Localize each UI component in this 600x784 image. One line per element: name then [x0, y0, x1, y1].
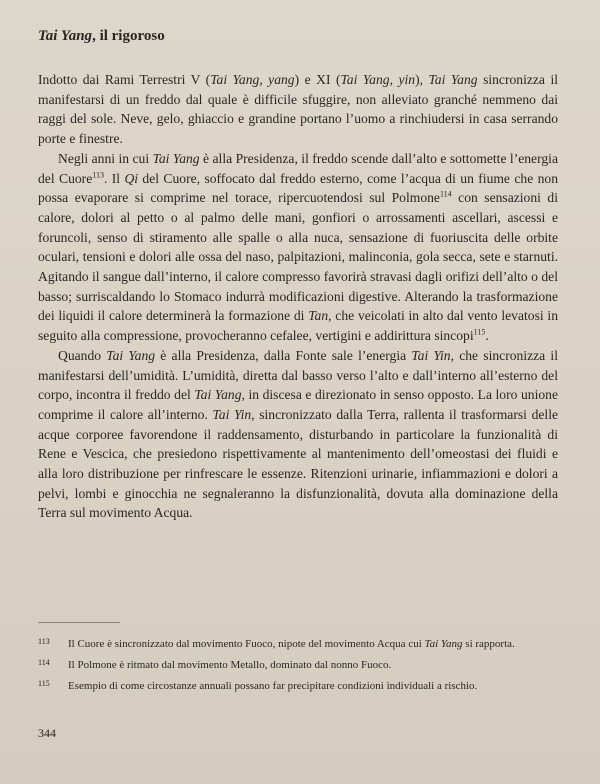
text: è alla Presidenza, dalla Fonte sale l’energia: [155, 347, 412, 363]
text: con sensazioni di calore, dolori al petto o al palmo delle mani, gonfiori o arrossamenti ascellari, ascessi e foruncoli, senso di stiramento alle spalle o alla nuca, sensazione di fuoriuscita delle orbite oculari, tensioni e dolori alle ossa del naso, palpitazioni, malinconia, gola secca, sete e starnuti. Agitando il sangue dall’interno, il calore compresso favorirà stravasi dagli orifizi dell’alto o del basso; surriscaldando lo Stomaco indurrà modificazioni digestive. Alterando la trasformazione dei liquidi il calore determinerà la formazione di: [38, 190, 558, 324]
text: . Il: [103, 170, 125, 186]
text: , sincronizzato dalla Terra, rallenta il trasformarsi delle acque corporee favorendone il raddensamento, disturbando in particolare la funzionalità di Rene e Vescica, che presiedono rispettivamente al mantenimento dell’omeostasi dei fluidi e alla loro distribuzione per rinfrescare le essenze. Ritenzioni urinarie, infiammazioni e dolori a pelvi, lombi e ginocchia ne segnaleranno la disfunzionalità, dovuta alla dominazione della Terra sul movimento Acqua.: [38, 406, 559, 521]
section-heading: [38, 28, 165, 45]
text: si rapporta.: [462, 638, 515, 650]
italic-term: Tai Yin: [411, 347, 451, 363]
paragraph-1: [38, 70, 558, 149]
text: Esempio di come circostanze annuali possano far precipitare condizioni individuali a rischio.: [68, 680, 478, 692]
footnote-ref: 114: [439, 189, 452, 199]
footnote-number: 113: [38, 637, 50, 646]
heading-rest: , il rigoroso: [92, 28, 165, 44]
footnote-113: [38, 634, 558, 655]
footnote-ref: 113: [92, 169, 104, 179]
italic-term: Tai Yang: [106, 347, 156, 363]
italic-term: Qi: [124, 170, 139, 186]
footnotes: [38, 634, 558, 697]
footnote-text: [68, 676, 558, 697]
text: Il Cuore è sincronizzato dal movimento Fuoco, nipote del movimento Acqua cui: [68, 638, 425, 650]
text: , che sincronizza il manifestarsi dell’umidità. L’umidità, diretta dal basso verso l’alto e dall’interno all’esterno del corpo, incontra il freddo del: [38, 347, 558, 403]
text: Quando: [58, 347, 107, 363]
paragraph-2: [38, 149, 558, 346]
footnote-number: 114: [38, 658, 50, 667]
italic-term: Tai Yin: [212, 406, 252, 422]
footnote-divider: [38, 622, 120, 623]
text: in discesa e direzionato in senso opposto. La loro unione comprime il calore all’interno.: [38, 387, 558, 422]
text: , che veicolati in alto dal vento levatosi in seguito alla compressione, provocheranno cefalee, vertigini e addirittura sincopi: [38, 308, 558, 344]
body-text: [38, 70, 558, 523]
text: Indotto dai Rami Terrestri V (: [38, 72, 211, 87]
footnote-number: 115: [38, 679, 50, 688]
italic-term: Tai Yang: [152, 150, 200, 166]
page-number: 344: [38, 726, 56, 740]
footnote-text: [68, 634, 558, 655]
italic-term: Tai Yang,: [194, 387, 245, 403]
text: ),: [415, 72, 429, 87]
heading-italic: Tai Yang: [38, 28, 93, 44]
italic-term: Tai Yang, yang: [210, 72, 295, 87]
italic-term: Tai Yang: [428, 72, 478, 87]
paragraph-3: [38, 346, 558, 523]
text: Negli anni in cui: [58, 150, 153, 166]
text: .: [485, 328, 489, 344]
text: del Cuore, soffocato dal freddo esterno, come l’acqua di un fiume che non possa evaporare si comprime nel torace, ripercuotendosi sul Polmone: [38, 170, 559, 206]
text: ) e XI (: [294, 72, 341, 87]
footnote-114: [38, 655, 558, 676]
text: Il Polmone è ritmato dal movimento Metallo, dominato dal nonno Fuoco.: [68, 659, 392, 671]
footnote-text: [68, 655, 558, 676]
italic-term: Tai Yang, yin: [340, 72, 416, 87]
footnote-ref: 115: [473, 327, 486, 337]
text: sincronizza il manifestarsi di un freddo dal quale è difficile sfuggire, non alleviato granché nemmeno dai raggi del sole. Neve, gelo, ghiaccio e grandine portano l’uomo a rinchiudersi in casa serrando porte e finestre.: [38, 72, 558, 147]
footnote-115: [38, 676, 558, 697]
italic-term: Tai Yang: [424, 638, 463, 650]
text: è alla Presidenza, il freddo scende dall’alto e sottomette l’energia del Cuore: [38, 150, 558, 186]
italic-term: Tan: [308, 308, 329, 324]
